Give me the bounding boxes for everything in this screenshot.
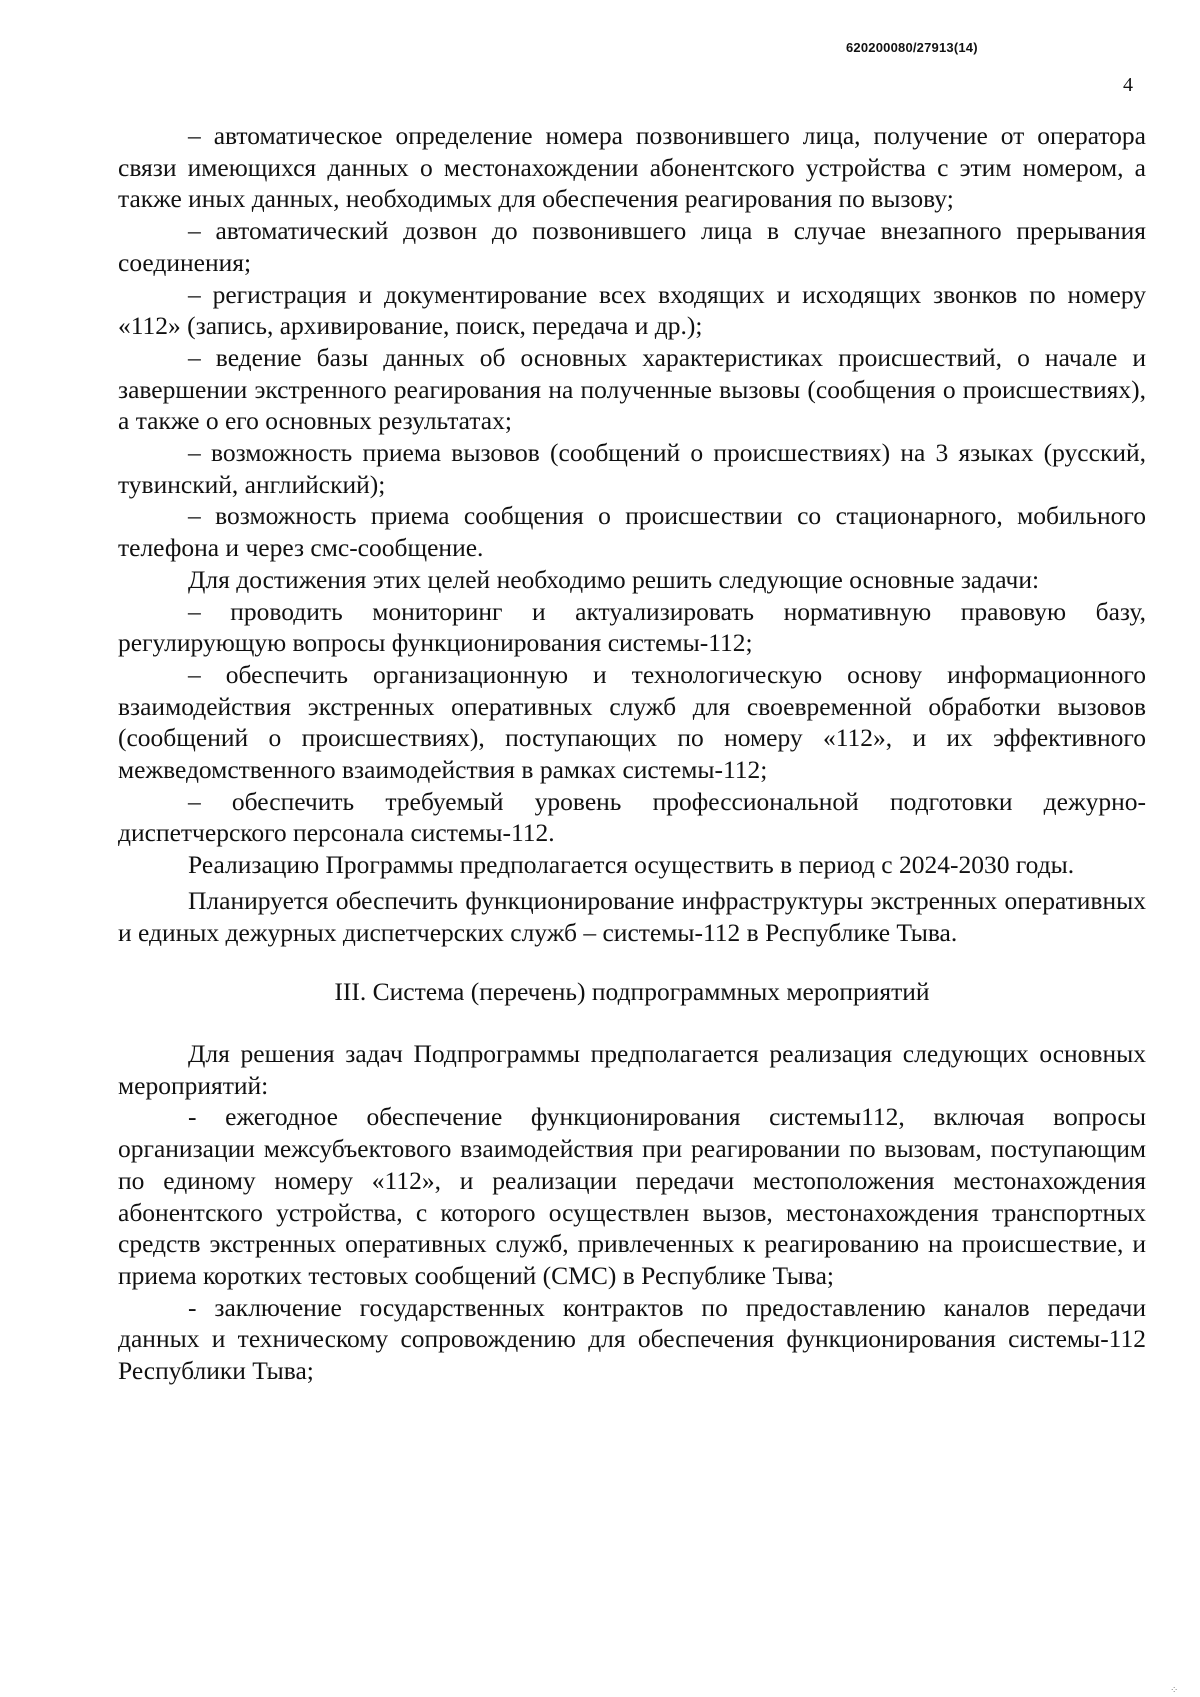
- paragraph: – проводить мониторинг и актуализировать нормативную правовую базу, регулирующую вопросы функционирования системы-112;: [118, 596, 1146, 658]
- document-body: [118, 120, 1146, 1387]
- paragraph: – регистрация и документирование всех входящих и исходящих звонков по номеру «112» (запись, архивирование, поиск, передача и др.);: [118, 279, 1146, 341]
- page-number: 4: [1123, 74, 1133, 96]
- paragraph: – возможность приема вызовов (сообщений о происшествиях) на 3 языках (русский, тувинский, английский);: [118, 438, 1146, 499]
- scan-artifact-icon: ⁘: [1170, 1685, 1179, 1696]
- paragraph: - заключение государственных контрактов по предоставлению каналов передачи данных и техническому сопровождению для обеспечения функционирования системы-112 Республики Тыва;: [118, 1292, 1146, 1386]
- paragraph: – ведение базы данных об основных характеристиках происшествий, о начале и завершении экстренного реагирования на полученные вызовы (сообщения о происшествиях), а также о его основных результатах;: [118, 342, 1146, 436]
- paragraph: – автоматическое определение номера позвонившего лица, получение от оператора связи имеющихся данных о местонахождении абонентского устройства с этим номером, а также иных данных, необходимых для обеспечения реагирования по вызову;: [118, 121, 1146, 214]
- document-id: 620200080/27913(14): [846, 40, 978, 55]
- section-heading: III. Система (перечень) подпрограммных мероприятий: [334, 977, 930, 1007]
- paragraph: Для достижения этих целей необходимо решить следующие основные задачи:: [188, 564, 1040, 594]
- paragraph: Планируется обеспечить функционирование инфраструктуры экстренных оперативных и единых дежурных диспетчерских служб – системы-112 в Республике Тыва.: [118, 885, 1146, 947]
- paragraph: - ежегодное обеспечение функционирования системы112, включая вопросы организации межсубъектового взаимодействия при реагировании по вызовам, поступающим по единому номеру «112», и реализации передачи местоположения местонахождения абонентского устройства, с которого осуществлен вызов, местонахождения транспортных средств экстренных оперативных служб, привлеченных к реагированию на происшествие, и приема коротких тестовых сообщений (СМС) в Республике Тыва;: [118, 1102, 1146, 1290]
- paragraph: Для решения задач Подпрограммы предполагается реализация следующих основных мероприятий:: [118, 1038, 1146, 1100]
- paragraph: – обеспечить требуемый уровень профессиональной подготовки дежурно-диспетчерского персонала системы-112.: [118, 786, 1146, 848]
- paragraph: Реализацию Программы предполагается осуществить в период с 2024-2030 годы.: [188, 850, 1075, 880]
- paragraph: – возможность приема сообщения о происшествии со стационарного, мобильного телефона и через смс-сообщение.: [118, 501, 1146, 563]
- paragraph: – автоматический дозвон до позвонившего лица в случае внезапного прерывания соединения;: [118, 216, 1146, 277]
- paragraph: – обеспечить организационную и технологическую основу информационного взаимодействия экстренных оперативных служб для своевременной обработки вызовов (сообщений о происшествиях), поступающих по номеру «112», и их эффективного межведомственного взаимодействия в рамках системы-112;: [118, 659, 1146, 785]
